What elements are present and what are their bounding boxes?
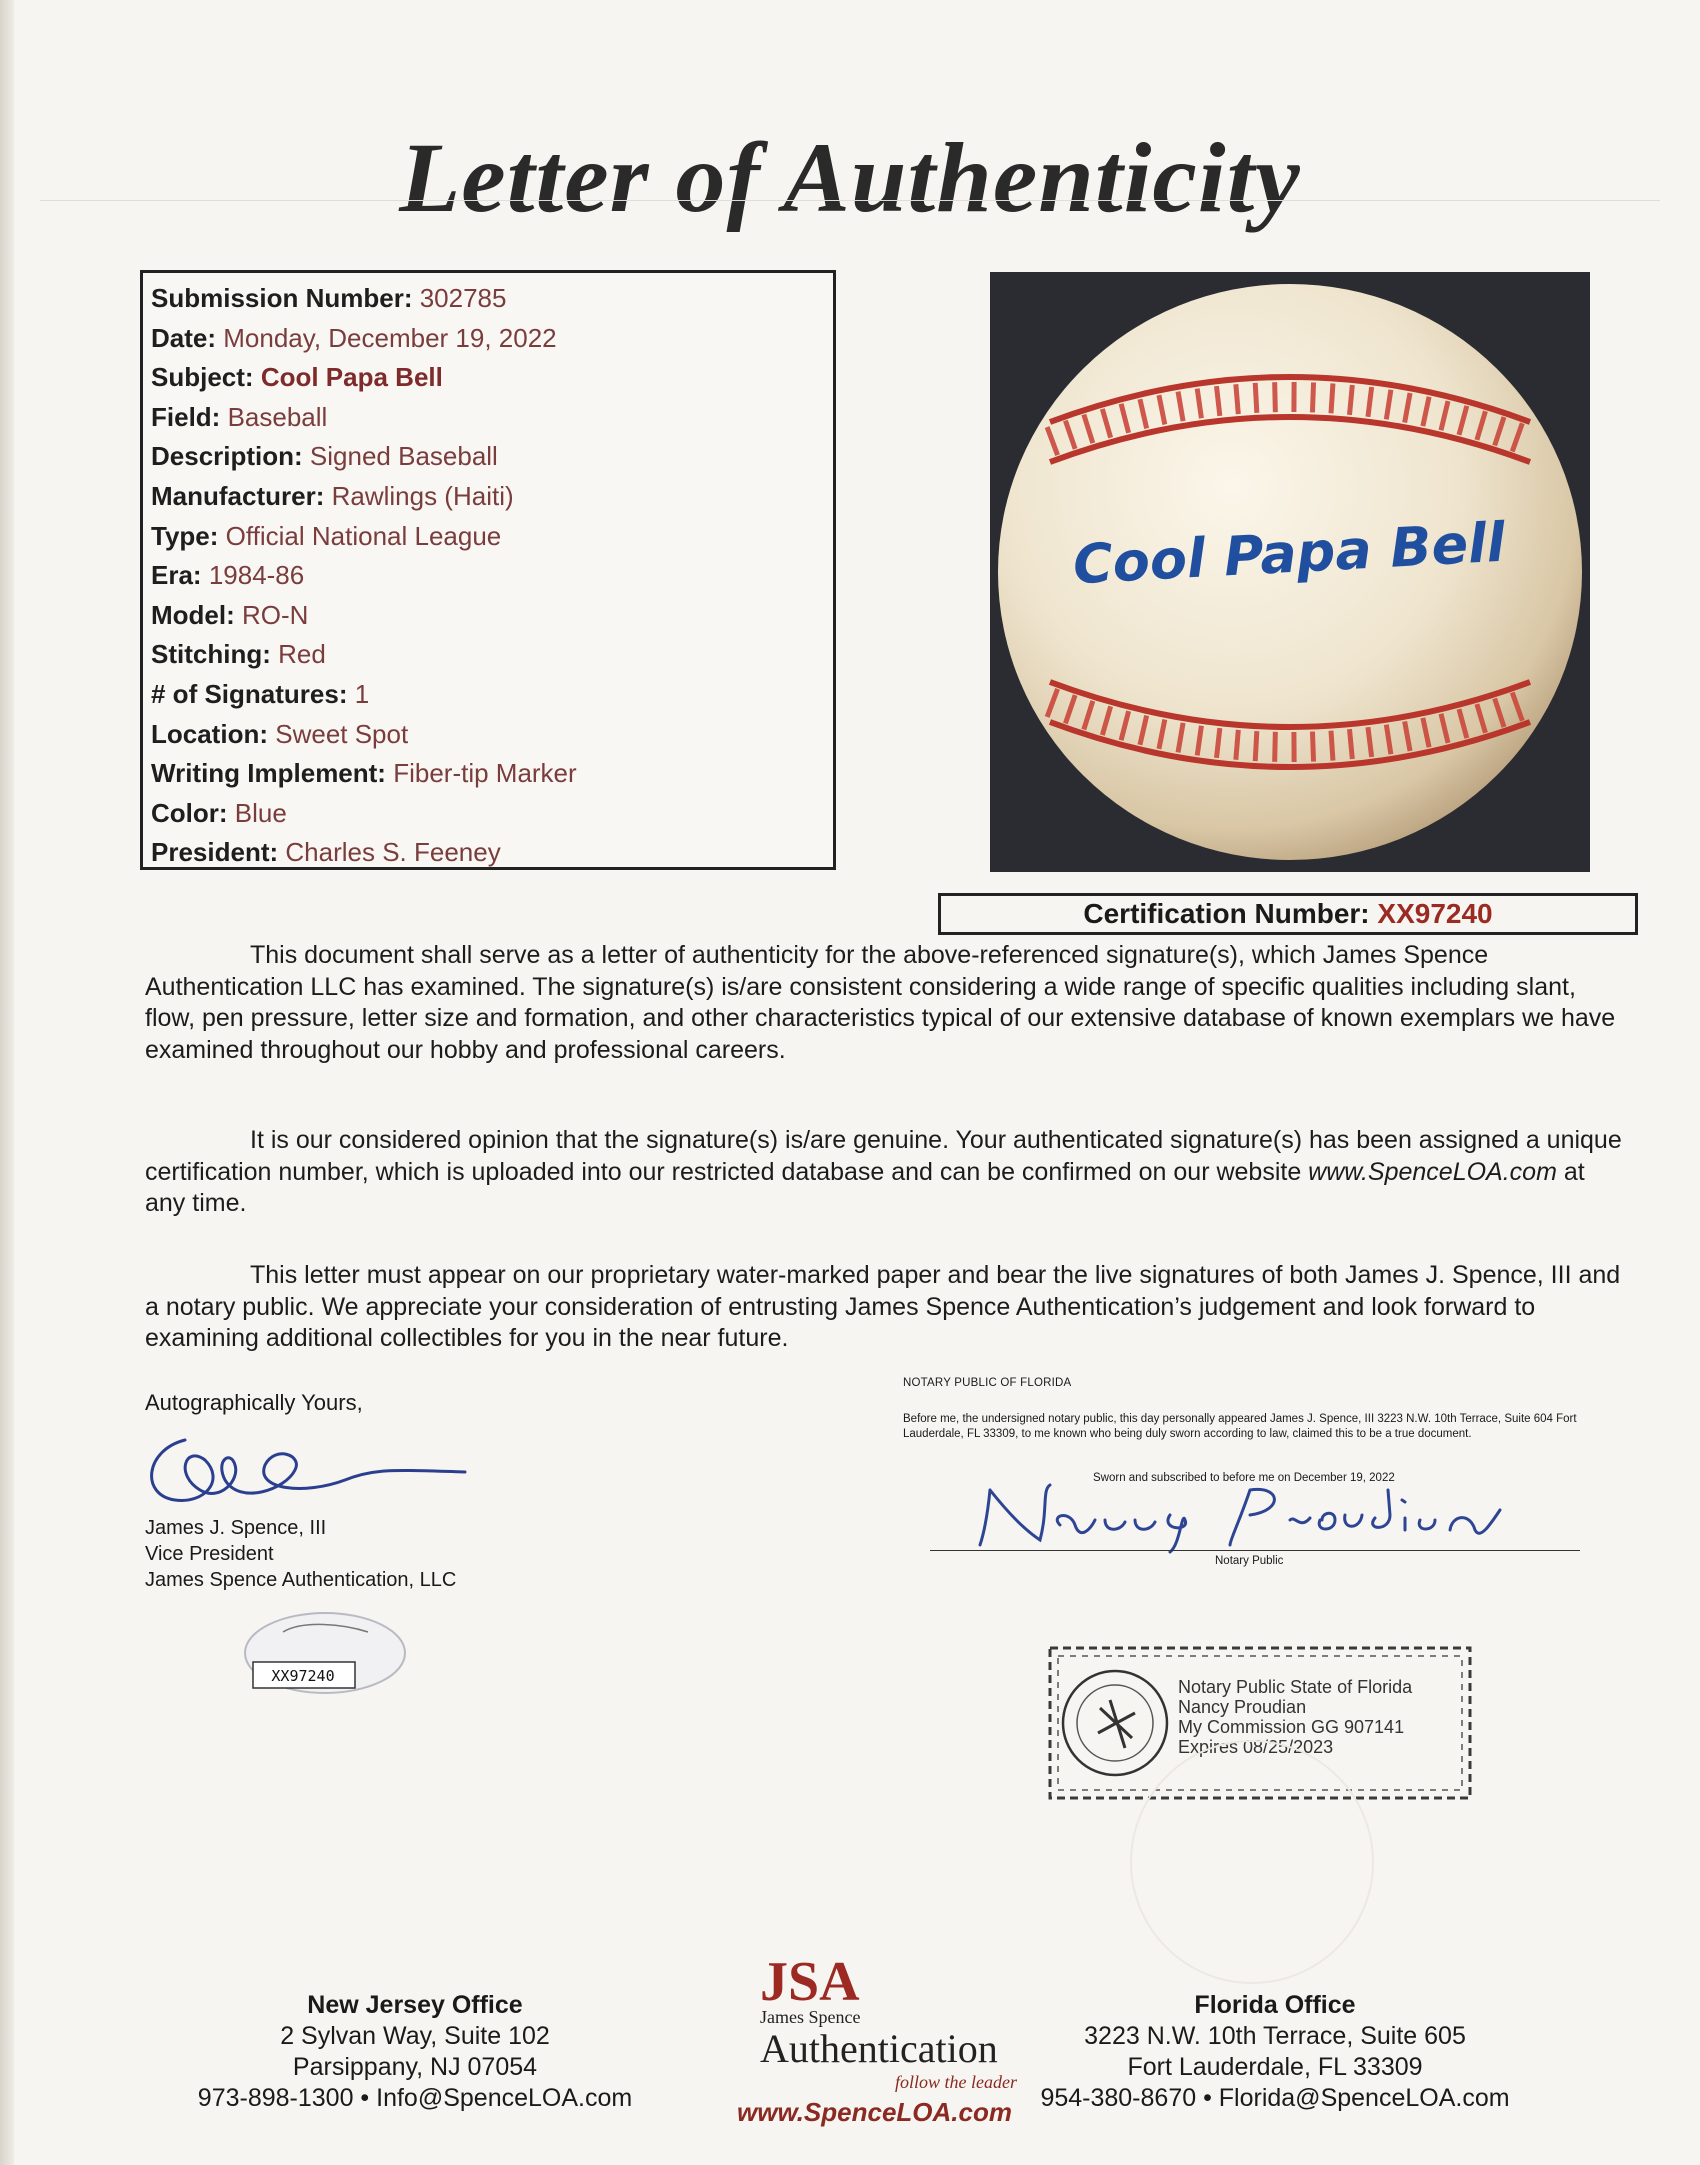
hologram-oval — [243, 1610, 408, 1696]
baseball-image — [990, 272, 1590, 872]
certification-number-box — [938, 893, 1638, 935]
detail-value: 1 — [354, 678, 370, 709]
logo-sub: James Spence — [760, 2007, 861, 2027]
detail-row — [151, 675, 825, 715]
detail-value: Fiber-tip Marker — [393, 758, 577, 789]
detail-label: Submission Number: — [151, 283, 413, 313]
detail-row — [151, 319, 825, 359]
detail-row — [151, 279, 825, 319]
nj-office — [155, 1990, 675, 2114]
office-address: 3223 N.W. 10th Terrace, Suite 605 — [1084, 2022, 1466, 2050]
stamp-line: Notary Public State of Florida — [1178, 1677, 1413, 1697]
detail-value: Red — [278, 639, 326, 670]
spence-signature — [145, 1420, 485, 1510]
detail-value: Charles S. Feeney — [285, 837, 501, 868]
certification-label: Certification Number: — [1083, 898, 1370, 929]
paragraph-text: This letter must appear on our proprietary water-marked paper and bear the live signatures of both James J. Spence, III and a notary public. We appreciate your consideration of entrusting James Spence Authentication’s judgement and look forward to examining additional collectibles for you in the near future. — [145, 1261, 1621, 1352]
detail-label: Era: — [151, 560, 202, 591]
logo-word: Authentication — [760, 2026, 998, 2071]
detail-label: Date: — [151, 322, 217, 353]
detail-label: Field: — [151, 401, 221, 432]
detail-row — [151, 437, 825, 477]
title-rule — [40, 200, 1660, 201]
detail-row — [151, 754, 825, 794]
paragraph-text: This document shall serve as a letter of authenticity for the above-referenced signature(s), which James Spence Authentication LLC has examined. The signature(s) is/are consistent considering a wide range of specific qualities including slant, flow, pen pressure, letter size and formation, and other characteristics typical of our extensive database of known exemplars we have examined throughout our hobby and professional careers. — [145, 941, 1616, 1064]
website-link[interactable]: www.SpenceLOA.com — [1308, 1157, 1557, 1186]
detail-label: Type: — [151, 520, 219, 551]
detail-row — [151, 715, 825, 755]
detail-value: 1984-86 — [208, 560, 305, 591]
signer-role: Vice President — [145, 1543, 274, 1565]
stamp-line: Nancy Proudian — [1178, 1697, 1307, 1717]
paragraph-text: It is our considered opinion that the signature(s) is/are genuine. Your authenticated signature(s) has been assigned a unique certification number, which is uploaded into our restricted database and can be confirmed on our website — [145, 1126, 1622, 1186]
office-city: Fort Lauderdale, FL 33309 — [1127, 2053, 1423, 2081]
stamp-line: My Commission GG 907141 — [1178, 1717, 1405, 1737]
detail-label: Writing Implement: — [151, 758, 386, 789]
detail-label: Model: — [151, 599, 235, 630]
stamp-line: Expires 08/25/2023 — [1178, 1737, 1334, 1757]
detail-value: RO-N — [242, 599, 309, 630]
detail-label: Color: — [151, 797, 228, 828]
detail-row — [151, 635, 825, 675]
office-heading: Florida Office — [1194, 1991, 1356, 2019]
hologram-sticker — [243, 1610, 408, 1696]
hologram-cert-number: XX97240 — [271, 1667, 335, 1685]
detail-value: Monday, December 19, 2022 — [223, 322, 557, 353]
detail-value: Cool Papa Bell — [260, 362, 443, 393]
detail-label: Location: — [151, 718, 268, 749]
paper-edge — [0, 0, 14, 2165]
details-box — [140, 270, 836, 870]
detail-label: Manufacturer: — [151, 480, 325, 511]
notary-signature-ink — [930, 1470, 1530, 1555]
watermark-paragraph — [145, 1260, 1625, 1355]
detail-value: Rawlings (Haiti) — [331, 480, 514, 511]
fl-office — [1015, 1990, 1535, 2114]
detail-row — [151, 794, 825, 834]
detail-row — [151, 358, 825, 398]
detail-label: # of Signatures: — [151, 678, 348, 709]
document-title: Letter of Authenticity — [399, 122, 1301, 233]
office-heading: New Jersey Office — [307, 1991, 523, 2019]
notary-signature — [930, 1470, 1530, 1560]
signoff-block — [145, 1390, 485, 1510]
signer-name: James J. Spence, III — [145, 1517, 327, 1539]
signer-details — [145, 1515, 456, 1593]
embossed-seal — [1130, 1740, 1374, 1984]
office-address: 2 Sylvan Way, Suite 102 — [280, 2022, 550, 2050]
notary-sworn-line: Sworn and subscribed to before me on December 19, 2022 — [1093, 1472, 1395, 1484]
detail-row — [151, 833, 825, 873]
office-contact: 973-898-1300 • Info@SpenceLOA.com — [197, 2084, 633, 2112]
opinion-paragraph — [145, 1125, 1625, 1220]
logo-tagline: follow the leader — [895, 2072, 1017, 2092]
signer-company: James Spence Authentication, LLC — [145, 1569, 457, 1591]
closing-text: Autographically Yours, — [145, 1390, 363, 1415]
detail-value: Official National League — [225, 520, 502, 551]
detail-label: President: — [151, 837, 279, 868]
notary-stamp-text — [1178, 1677, 1412, 1757]
detail-row — [151, 398, 825, 438]
detail-value: Blue — [234, 797, 287, 828]
detail-value: Signed Baseball — [309, 441, 498, 472]
detail-label: Stitching: — [151, 639, 271, 670]
office-city: Parsippany, NJ 07054 — [292, 2053, 538, 2081]
detail-row — [151, 596, 825, 636]
detail-value: Sweet Spot — [275, 718, 409, 749]
detail-value: Baseball — [227, 401, 328, 432]
detail-label: Subject: — [151, 362, 254, 393]
detail-row — [151, 556, 825, 596]
baseball-photo — [990, 272, 1590, 872]
detail-label: Description: — [151, 441, 303, 472]
office-contact: 954-380-8670 • Florida@SpenceLOA.com — [1040, 2084, 1510, 2112]
paragraph-text: at any time. — [145, 1157, 1585, 1217]
notary-statement: Before me, the undersigned notary public, this day personally appeared James J. Spence, III 3223 N.W. 10th Terrace, Suite 604 Fort Lauderdale, FL 33309, to me known who being duly sworn according to law, claimed this to be a true document. — [903, 1413, 1577, 1440]
logo-mark: JSA — [760, 1951, 860, 2013]
detail-row — [151, 517, 825, 557]
notary-heading: NOTARY PUBLIC OF FLORIDA — [903, 1377, 1072, 1389]
ball-autograph: Cool Papa Bell — [1071, 510, 1507, 597]
detail-value: 302785 — [419, 283, 507, 313]
notary-caption: Notary Public — [1215, 1555, 1284, 1567]
certification-value: XX97240 — [1377, 898, 1493, 929]
detail-row — [151, 477, 825, 517]
logo-url[interactable]: www.SpenceLOA.com — [737, 2097, 1012, 2127]
jsa-logo — [720, 1951, 1060, 2127]
notary-signature-line — [930, 1550, 1580, 1551]
authenticity-paragraph — [145, 940, 1625, 1066]
